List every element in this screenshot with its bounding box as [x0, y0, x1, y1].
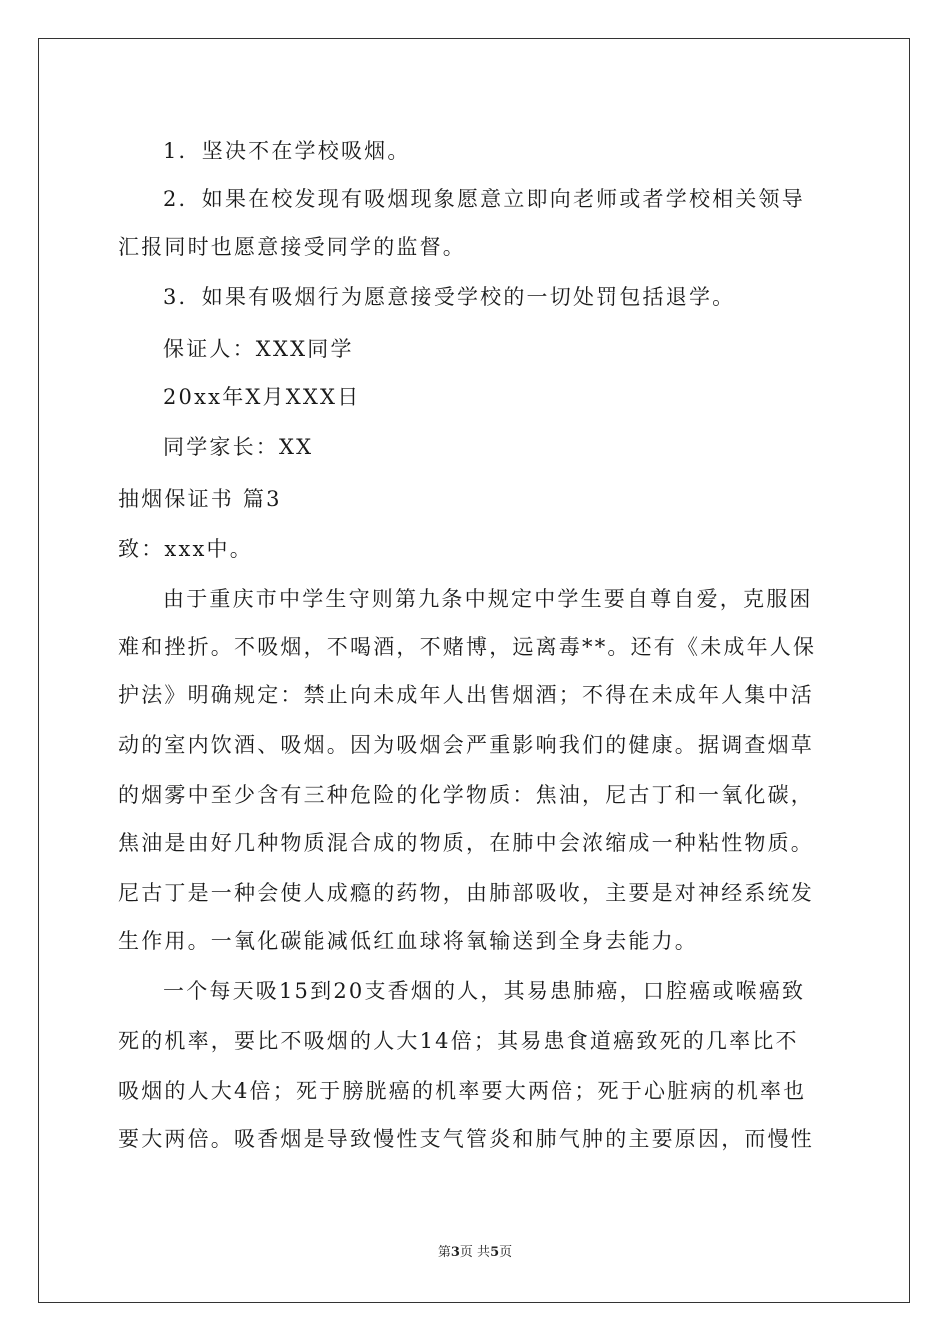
paragraph-line: 护法》明确规定：禁止向未成年人出售烟酒；不得在未成年人集中活 — [118, 683, 814, 707]
paragraph-line: 尼古丁是一种会使人成瘾的药物，由肺部吸收，主要是对神经系统发 — [118, 881, 814, 905]
list-item-3: 3．如果有吸烟行为愿意接受学校的一切处罚包括退学。 — [163, 285, 736, 309]
list-item-2: 2．如果在校发现有吸烟现象愿意立即向老师或者学校相关领导 — [163, 187, 805, 211]
current-page-number: 3 — [450, 1245, 460, 1260]
page-suffix: 页 — [499, 1245, 513, 1260]
section-heading: 抽烟保证书 篇3 — [118, 487, 282, 511]
total-page-number: 5 — [490, 1245, 500, 1260]
parent-line: 同学家长：XX — [163, 435, 314, 459]
paragraph-line: 生作用。一氧化碳能减低红血球将氧输送到全身去能力。 — [118, 929, 698, 953]
paragraph-line: 难和挫折。不吸烟，不喝酒，不赌博，远离毒**。还有《未成年人保 — [118, 635, 817, 659]
guarantor-line: 保证人：XXX同学 — [163, 337, 354, 361]
paragraph-line: 死的机率，要比不吸烟的人大14倍；其易患食道癌致死的几率比不 — [118, 1029, 799, 1053]
page-prefix: 第 — [437, 1245, 451, 1260]
page-border — [38, 38, 910, 1303]
page-middle-text: 页 共 — [459, 1245, 491, 1260]
page-footer — [0, 1243, 950, 1263]
list-item-2-continued: 汇报同时也愿意接受同学的监督。 — [118, 235, 466, 259]
paragraph-line: 吸烟的人大4倍；死于膀胱癌的机率要大两倍；死于心脏病的机率也 — [118, 1079, 807, 1103]
paragraph-line: 动的室内饮酒、吸烟。因为吸烟会严重影响我们的健康。据调查烟草 — [118, 733, 814, 757]
salutation: 致：xxx中。 — [118, 537, 253, 561]
date-line: 20xx年X月XXX日 — [163, 385, 361, 409]
paragraph-line: 要大两倍。吸香烟是导致慢性支气管炎和肺气肿的主要原因，而慢性 — [118, 1127, 814, 1151]
paragraph-line: 由于重庆市中学生守则第九条中规定中学生要自尊自爱，克服困 — [163, 587, 813, 611]
list-item-1: 1．坚决不在学校吸烟。 — [163, 139, 411, 163]
paragraph-line: 一个每天吸15到20支香烟的人，其易患肺癌，口腔癌或喉癌致 — [163, 979, 806, 1003]
paragraph-line: 的烟雾中至少含有三种危险的化学物质：焦油，尼古丁和一氧化碳， — [118, 783, 814, 807]
paragraph-line: 焦油是由好几种物质混合成的物质，在肺中会浓缩成一种粘性物质。 — [118, 831, 814, 855]
